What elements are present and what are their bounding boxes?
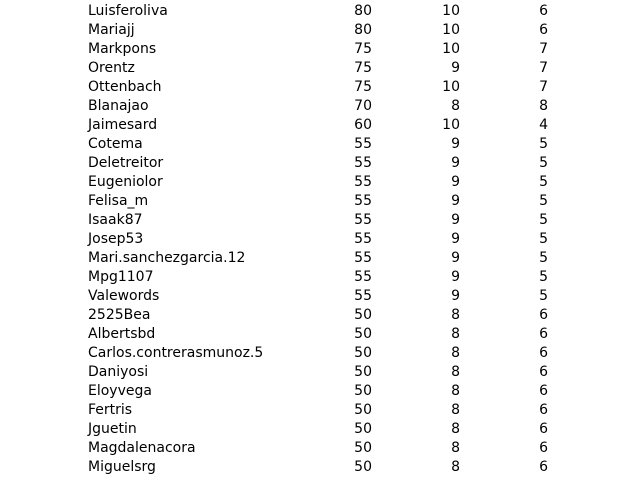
table-row: [0, 401, 636, 420]
user-name-cell: Isaak87: [88, 212, 143, 228]
value-3-cell: 6: [539, 364, 548, 380]
value-3-cell: 8: [539, 98, 548, 114]
value-2-cell: 8: [451, 402, 460, 418]
value-2-cell: 10: [442, 117, 460, 133]
score-cell: 55: [354, 174, 372, 190]
table-row: [0, 249, 636, 268]
value-3-cell: 6: [539, 345, 548, 361]
ranking-table: [0, 2, 636, 477]
user-name-cell: Valewords: [88, 288, 160, 304]
value-3-cell: 5: [539, 269, 548, 285]
table-row: [0, 344, 636, 363]
table-row: [0, 325, 636, 344]
user-name-cell: Eugeniolor: [88, 174, 163, 190]
score-cell: 55: [354, 231, 372, 247]
user-name-cell: Blanajao: [88, 98, 149, 114]
score-cell: 55: [354, 212, 372, 228]
value-3-cell: 6: [539, 421, 548, 437]
table-row: [0, 135, 636, 154]
value-2-cell: 9: [451, 250, 460, 266]
user-name-cell: Magdalenacora: [88, 440, 196, 456]
table-row: [0, 306, 636, 325]
score-cell: 55: [354, 193, 372, 209]
user-name-cell: Josep53: [88, 231, 144, 247]
score-cell: 50: [354, 326, 372, 342]
table-row: [0, 173, 636, 192]
table-row: [0, 116, 636, 135]
value-3-cell: 6: [539, 383, 548, 399]
score-cell: 70: [354, 98, 372, 114]
user-name-cell: 2525Bea: [88, 307, 151, 323]
value-2-cell: 10: [442, 79, 460, 95]
table-row: [0, 59, 636, 78]
user-name-cell: Mpg1107: [88, 269, 154, 285]
table-row: [0, 363, 636, 382]
value-2-cell: 8: [451, 421, 460, 437]
value-2-cell: 8: [451, 383, 460, 399]
value-3-cell: 5: [539, 212, 548, 228]
user-name-cell: Albertsbd: [88, 326, 156, 342]
score-cell: 60: [354, 117, 372, 133]
value-3-cell: 5: [539, 231, 548, 247]
user-name-cell: Miguelsrg: [88, 459, 156, 475]
user-name-cell: Orentz: [88, 60, 135, 76]
user-name-cell: Deletreitor: [88, 155, 164, 171]
value-2-cell: 10: [442, 41, 460, 57]
table-row: [0, 230, 636, 249]
value-3-cell: 6: [539, 3, 548, 19]
table-row: [0, 78, 636, 97]
value-2-cell: 9: [451, 212, 460, 228]
user-name-cell: Markpons: [88, 41, 157, 57]
table-row: [0, 439, 636, 458]
score-cell: 80: [354, 3, 372, 19]
value-3-cell: 6: [539, 440, 548, 456]
value-3-cell: 5: [539, 136, 548, 152]
user-name-cell: Mariajj: [88, 22, 135, 38]
value-3-cell: 5: [539, 250, 548, 266]
value-2-cell: 10: [442, 22, 460, 38]
table-row: [0, 97, 636, 116]
value-2-cell: 10: [442, 3, 460, 19]
value-2-cell: 9: [451, 269, 460, 285]
value-2-cell: 8: [451, 459, 460, 475]
user-name-cell: Cotema: [88, 136, 143, 152]
score-cell: 55: [354, 288, 372, 304]
score-cell: 50: [354, 383, 372, 399]
table-row: [0, 382, 636, 401]
user-name-cell: Eloyvega: [88, 383, 152, 399]
table-row: [0, 192, 636, 211]
table-row: [0, 2, 636, 21]
value-2-cell: 9: [451, 288, 460, 304]
user-name-cell: Carlos.contrerasmunoz.5: [88, 345, 264, 361]
user-name-cell: Daniyosi: [88, 364, 149, 380]
value-2-cell: 8: [451, 440, 460, 456]
value-3-cell: 7: [539, 41, 548, 57]
score-cell: 80: [354, 22, 372, 38]
value-2-cell: 8: [451, 98, 460, 114]
score-cell: 75: [354, 41, 372, 57]
value-2-cell: 9: [451, 60, 460, 76]
value-2-cell: 8: [451, 326, 460, 342]
user-name-cell: Felisa_m: [88, 193, 149, 209]
value-3-cell: 5: [539, 288, 548, 304]
score-cell: 50: [354, 440, 372, 456]
value-3-cell: 5: [539, 193, 548, 209]
user-name-cell: Ottenbach: [88, 79, 162, 95]
value-3-cell: 5: [539, 155, 548, 171]
value-3-cell: 7: [539, 79, 548, 95]
value-2-cell: 9: [451, 193, 460, 209]
user-name-cell: Jaimesard: [88, 117, 158, 133]
value-3-cell: 5: [539, 174, 548, 190]
table-row: [0, 211, 636, 230]
value-3-cell: 6: [539, 307, 548, 323]
value-2-cell: 9: [451, 136, 460, 152]
user-name-cell: Fertris: [88, 402, 133, 418]
user-name-cell: Mari.sanchezgarcia.12: [88, 250, 246, 266]
value-2-cell: 8: [451, 364, 460, 380]
table-row: [0, 287, 636, 306]
value-3-cell: 4: [539, 117, 548, 133]
value-3-cell: 6: [539, 326, 548, 342]
table-row: [0, 268, 636, 287]
value-3-cell: 6: [539, 459, 548, 475]
score-cell: 75: [354, 79, 372, 95]
table-row: [0, 21, 636, 40]
value-2-cell: 9: [451, 155, 460, 171]
score-cell: 50: [354, 421, 372, 437]
score-cell: 55: [354, 136, 372, 152]
score-cell: 50: [354, 345, 372, 361]
score-cell: 55: [354, 250, 372, 266]
score-cell: 55: [354, 155, 372, 171]
table-row: [0, 154, 636, 173]
value-3-cell: 6: [539, 402, 548, 418]
score-cell: 75: [354, 60, 372, 76]
table-row: [0, 40, 636, 59]
user-name-cell: Luisferoliva: [88, 3, 168, 19]
table-row: [0, 420, 636, 439]
score-cell: 55: [354, 269, 372, 285]
value-2-cell: 9: [451, 231, 460, 247]
score-cell: 50: [354, 364, 372, 380]
score-cell: 50: [354, 402, 372, 418]
value-3-cell: 6: [539, 22, 548, 38]
value-2-cell: 8: [451, 345, 460, 361]
score-cell: 50: [354, 307, 372, 323]
value-2-cell: 8: [451, 307, 460, 323]
value-2-cell: 9: [451, 174, 460, 190]
score-cell: 50: [354, 459, 372, 475]
value-3-cell: 7: [539, 60, 548, 76]
user-name-cell: Jguetin: [88, 421, 137, 437]
table-row: [0, 458, 636, 477]
